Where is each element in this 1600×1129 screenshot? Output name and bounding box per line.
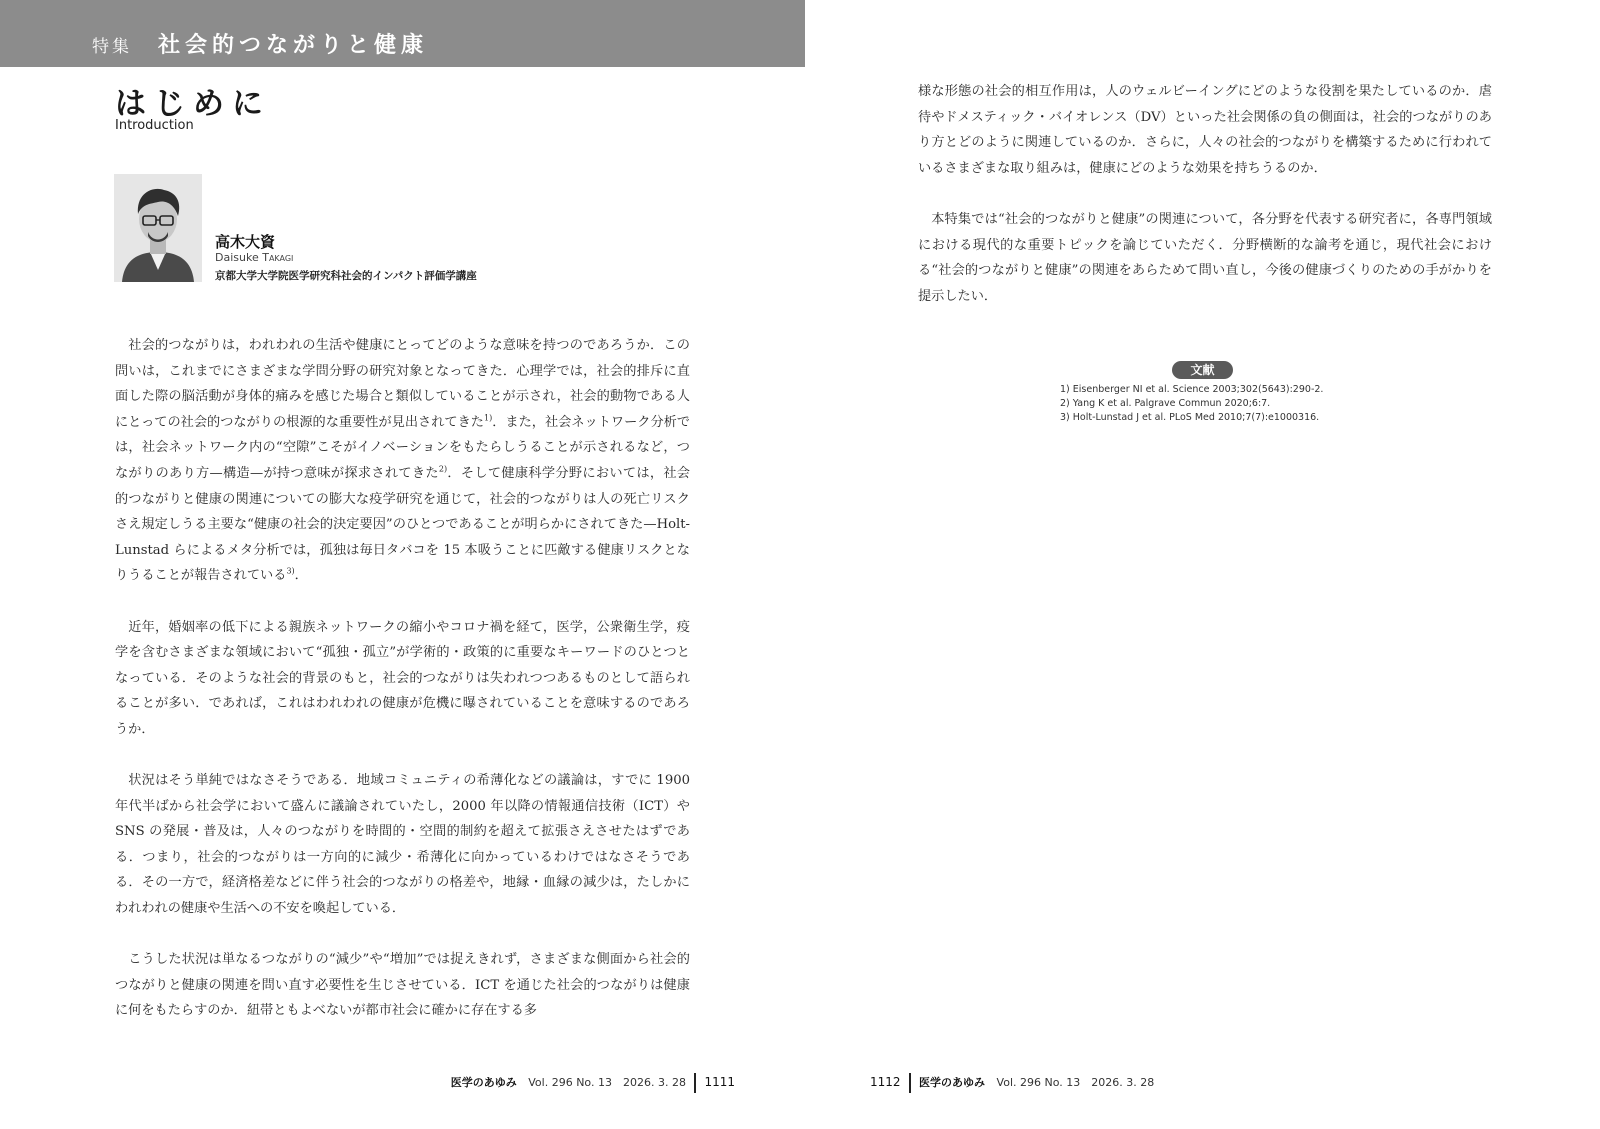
page-number: 1111 xyxy=(704,1075,735,1089)
references-heading: 文献 xyxy=(1172,361,1233,379)
body-paragraph: 本特集では“社会的つながりと健康”の関連について，各分野を代表する研究者に，各専門領域における現代的な重要トピックを論じていただく．分野横断的な論考を通じ，現代社会における“社会的つながりと健康”の関連をあらためて問い直し，今後の健康づくりのための手がかりを提示したい． xyxy=(918,211,1492,304)
citation: 2) xyxy=(438,464,448,474)
journal-name: 医学のあゆみ xyxy=(919,1076,986,1089)
body-paragraph: 近年，婚姻率の低下による親族ネットワークの縮小やコロナ禍を経て，医学，公衆衛生学，疫学を含むさまざまな領域において“孤独・孤立”が学術的・政策的に重要なキーワードのひとつとなっている．そのような社会的背景のもと，社会的つながりは失われつつあるものとして語られることが多い．であれば，これはわれわれの健康が危機に曝されていることを意味するのであろうか． xyxy=(115,619,690,737)
body-paragraph: 社会的つながりは，われわれの生活や健康にとってどのような意味を持つのであろうか．この問いは，これまでにさまざまな学問分野の研究対象となってきた．心理学では，社会的排斥に直面した際の脳活動が身体的痛みを感じた場合と類似していることが示され，社会的動物である人にとっての社会的つながりの根源的な重要性が見出されてきた$^{1)}$．また，社会ネットワーク分析では，社会ネットワーク内の“空隙”こそがイノベーションをもたらしうることが示されるなど，つながりのあり方—構造—が持つ意味が探求されてきた$^{2)}$．そして健康科学分野においては，社会的つながりと健康の関連についての膨大な疫学研究を通じて，社会的つながりは人の死亡リスクさえ規定しうる主要な“健康の社会的決定要因”のひとつであることが明らかにされてきた—Holt-Lunstad らによるメタ分析では，孤独は毎日タバコを 15 本吸うことに匹敵する健康リスクとなりうることが報告されている$^{3)}$． xyxy=(115,338,691,584)
body-column-left xyxy=(115,333,690,1050)
author-photo xyxy=(114,174,202,282)
body-column-right xyxy=(918,79,1492,335)
footer-left xyxy=(451,1073,735,1093)
journal-name: 医学のあゆみ xyxy=(450,1076,517,1089)
author-roman-name: Daisuke Takagi xyxy=(215,251,294,264)
author-affiliation: 京都大学大学院医学研究科社会的インパクト評価学講座 xyxy=(215,270,477,282)
reference-list xyxy=(1060,383,1323,425)
author-portrait-icon xyxy=(114,174,202,282)
reference-item: 3) Holt-Lunstad J et al. PLoS Med 2010;7(7):e1000316. xyxy=(1060,412,1320,423)
issue-info: Vol. 296 No. 13 2026. 3. 28 xyxy=(996,1076,1155,1089)
reference-item: 2) Yang K et al. Palgrave Commun 2020;6:7. xyxy=(1060,398,1271,409)
article-subtitle: Introduction xyxy=(115,118,194,133)
feature-label: 特集 xyxy=(92,37,132,57)
issue-info: Vol. 296 No. 13 2026. 3. 28 xyxy=(528,1076,686,1089)
body-paragraph: こうした状況は単なるつながりの“減少”や“増加”では捉えきれず，さまざまな側面から社会的つながりと健康の関連を問い直す必要性を生じさせている．ICT を通じた社会的つながりは健康に何をもたらすのか．紐帯ともよべないが都市社会に確かに存在する多 xyxy=(115,952,690,1019)
reference-item: 1) Eisenberger NI et al. Science 2003;302(5643):290-2. xyxy=(1060,384,1324,395)
article-title: はじめに xyxy=(115,86,271,122)
citation: 1) xyxy=(483,413,493,423)
body-paragraph: 様な形態の社会的相互作用は，人のウェルビーイングにどのような役割を果たしているのか．虐待やドメスティック・バイオレンス（DV）といった社会関係の負の側面は，社会的つながりのあり方とどのように関連しているのか．さらに，人々の社会的つながりを構築するために行われているさまざまな取り組みは，健康にどのような効果を持ちうるのか． xyxy=(918,84,1492,176)
page-number: 1112 xyxy=(870,1075,901,1089)
footer-divider xyxy=(694,1073,696,1093)
footer-right xyxy=(870,1073,1154,1093)
feature-title: 社会的つながりと健康 xyxy=(158,33,429,58)
author-name: 高木大資 xyxy=(215,233,276,251)
body-paragraph: 状況はそう単純ではなさそうである．地域コミュニティの希薄化などの議論は，すでに 1900 年代半ばから社会学において盛んに議論されていたし，2000 年以降の情報通信技術（ICT）や SNS の発展・普及は，人々のつながりを時間的・空間的制約を超えて拡張さえさせたはずである．つまり，社会的つながりは一方向的に減少・希薄化に向かっているわけではなさそうである．その一方で，経済格差などに伴う社会的つながりの格差や，地縁・血縁の減少は，たしかにわれわれの健康や生活への不安を喚起している． xyxy=(115,773,690,917)
citation: 3) xyxy=(286,566,295,576)
feature-header-band xyxy=(0,0,805,67)
footer-divider xyxy=(909,1073,911,1093)
